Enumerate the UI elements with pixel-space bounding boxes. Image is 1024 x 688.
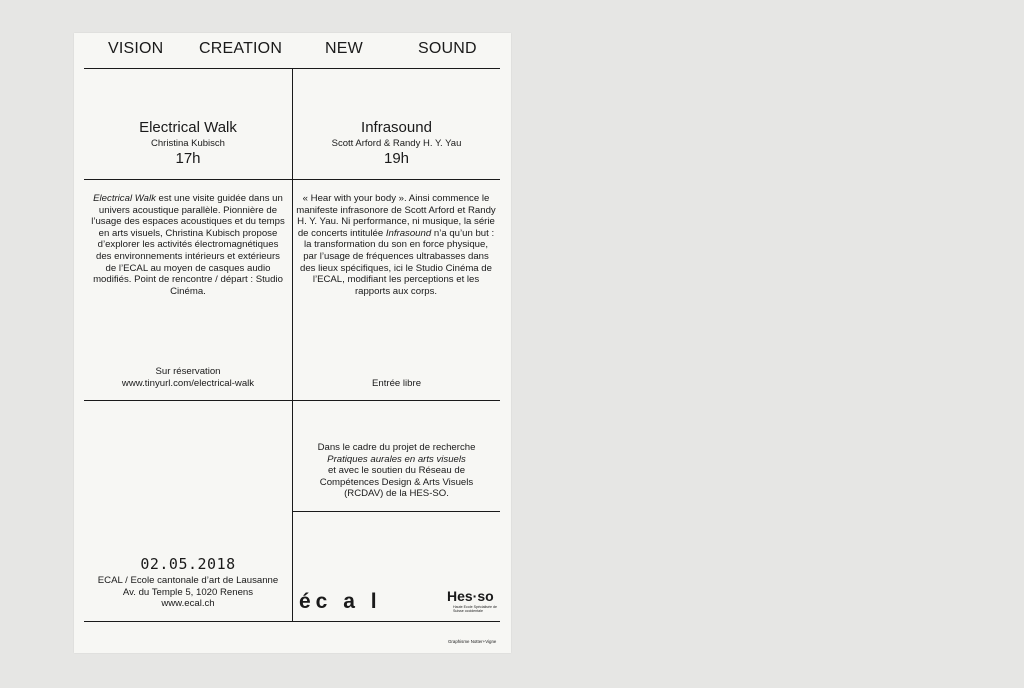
event-description-italic: Electrical Walk	[93, 193, 156, 204]
hes-so-logo-subtitle: Haute Ecole Spécialisée de Suisse occidentale	[453, 605, 497, 614]
hes-so-logo: Hes·so	[447, 588, 494, 604]
event-artist: Scott Arford & Randy H. Y. Yau	[331, 138, 462, 149]
venue-website: www.ecal.ch	[161, 598, 215, 610]
event-description-electrical-walk	[90, 193, 286, 297]
reservation-link: www.tinyurl.com/electrical-walk	[121, 377, 255, 389]
reservation-label: Sur réservation	[155, 366, 221, 377]
header-word-creation: CREATION	[199, 40, 283, 57]
design-credit: Graphisme Notter+Vigne	[448, 639, 497, 644]
rule-research	[292, 511, 500, 512]
event-description-text: « Hear with your body ». Ainsi commence le manifeste infrasonore de Scott Arford et Randy H. Y. Yau. Ni performance, ni musique, la série de concerts intitulée	[296, 193, 496, 239]
event-description-text: est une visite guidée dans un univers acoustique parallèle. Pionnière de l’usage des espaces acoustiques et du temps en arts visuels, Christina Kubisch propose d’explorer les activités électromagnétiques des environnements intérieurs et extérieurs de l’ECAL au moyen de casques audio modifiés. Point de rencontre / départ : Studio Cinéma.	[91, 193, 285, 297]
event-heading-infrasound	[293, 119, 500, 167]
reservation-note	[84, 366, 292, 389]
event-artist: Christina Kubisch	[151, 138, 225, 149]
event-description-infrasound	[296, 193, 496, 297]
ecal-logo: éc a l	[299, 590, 382, 613]
header-word-sound: SOUND	[418, 40, 477, 57]
header-word-new: NEW	[325, 40, 363, 57]
event-title: Electrical Walk	[139, 119, 237, 136]
research-line: Dans le cadre du projet de recherche	[317, 442, 476, 453]
venue-block	[84, 555, 292, 610]
poster	[74, 33, 511, 653]
venue-address: Av. du Temple 5, 1020 Renens	[122, 586, 254, 598]
event-heading-electrical-walk	[84, 119, 292, 167]
rule-bottom	[84, 621, 500, 622]
event-time: 17h	[175, 150, 201, 167]
research-project: Pratiques aurales en arts visuels	[327, 453, 466, 465]
header-word-vision: VISION	[108, 40, 164, 57]
entry-note: Entrée libre	[371, 378, 422, 389]
event-date: 02.05.2018	[140, 555, 236, 573]
event-description-text: n’a qu’un but : la transformation du son en force physique, par l’usage de fréquences ultrabasses dans des lieux spécifiques, ici le Studio Cinéma de l’ECAL, modifiant les perceptions et les rapports aux corps.	[300, 227, 495, 297]
research-note	[300, 442, 493, 500]
research-line: et avec le soutien du Réseau de Compétences Design & Arts Visuels (RCDAV) de la HES-SO.	[319, 465, 474, 500]
venue-school: ECAL / Ecole cantonale d’art de Lausanne	[97, 575, 279, 586]
event-title: Infrasound	[361, 119, 432, 136]
event-time: 19h	[383, 150, 410, 167]
event-description-italic: Infrasound	[385, 227, 432, 239]
